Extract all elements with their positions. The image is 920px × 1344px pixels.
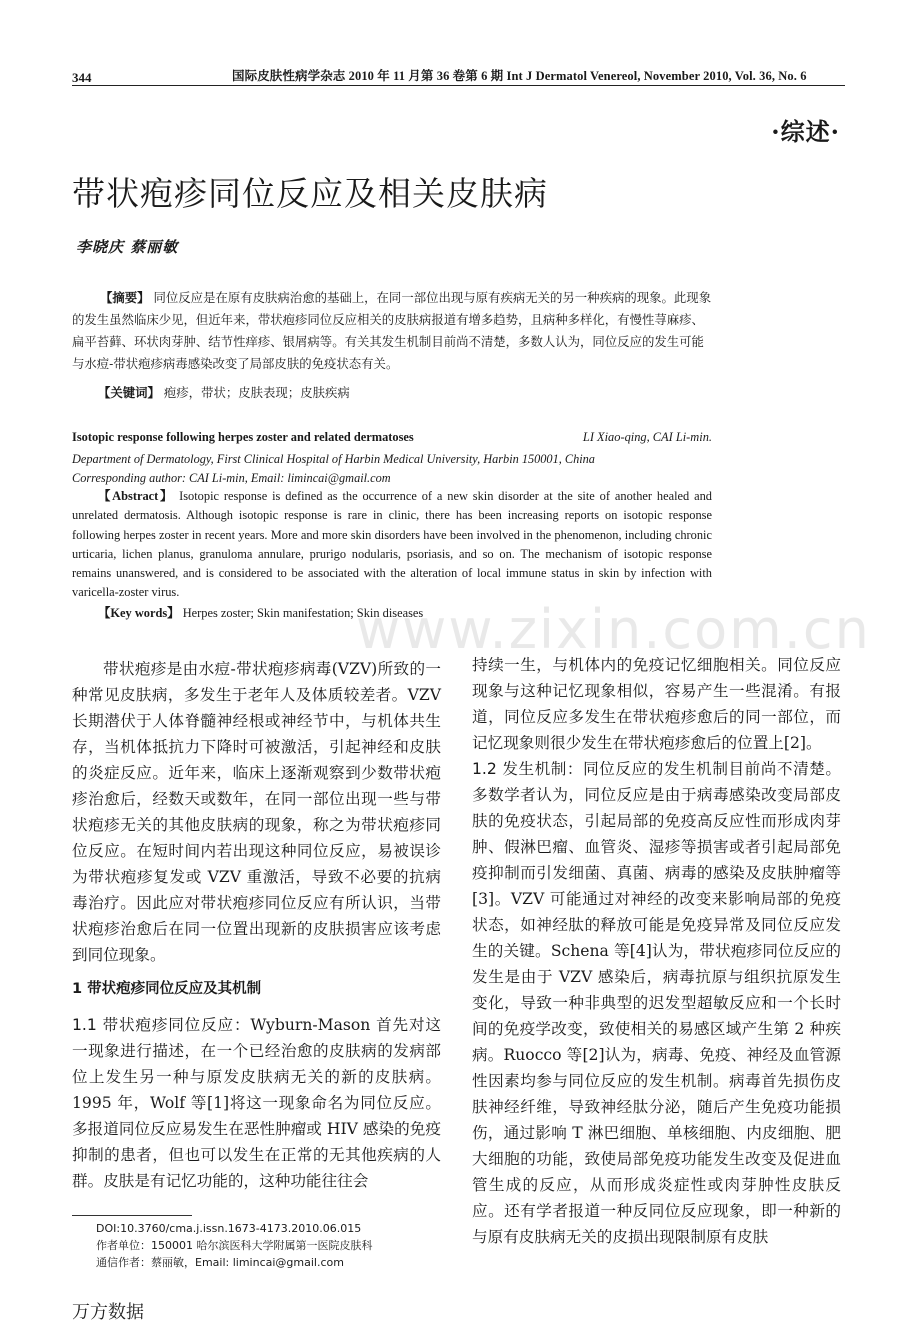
subsection-1-1: [72, 1012, 441, 1194]
keywords-cn-label: 【关键词】: [98, 385, 160, 400]
continued-paragraph: 持续一生，与机体内的免疫记忆细胞相关。同位反应现象与这种记忆现象相似，容易产生一些混淆。有报道，同位反应多发生在带状疱疹愈后的同一部位，而记忆现象则很少发生在带状疱疹愈后的位置上[2]。: [472, 656, 841, 752]
section-1-heading: 1 带状疱疹同位反应及其机制: [72, 981, 262, 997]
subsection-1-2-text: 同位反应的发生机制目前尚不清楚。多数学者认为，同位反应是由于病毒感染改变局部皮肤的免疫状态，引起局部的免疫高反应性而形成肉芽肿、假淋巴瘤、血管炎、湿疹等损害或者引起局部免疫抑制而引发细菌、真菌、病毒的感染及皮肤肿瘤等[3]。VZV 可能通过对神经的改变来影响局部的免疫状态，如神经肽的释放可能是免疫异常及同位反应发生的关键。Schena 等[4]认为，带状疱疹同位反应的发生是由于 VZV 感染后，病毒抗原与组织抗原发生变化，导致一种非典型的迟发型超敏反应和一个长时间的免疫学改变，致使相关的易感区域产生第 2 种疾病。Ruocco 等[2]认为，病毒、免疫、神经及血管源性因素均参与同位反应的发生机制。病毒首先损伤皮肤神经纤维，导致神经肽分泌，随后产生免疫功能损伤，通过影响 T 淋巴细胞、单核细胞、内皮细胞、肥大细胞的功能，致使局部免疫功能发生改变及促进血管生成的反应，从而形成炎症性或肉芽肿性皮肤反应。还有学者报道一种反同位反应现象，即一种新的与原有皮肤病无关的皮损出现限制原有皮肤: [472, 760, 841, 1246]
abstract-cn-label: 【摘要】: [100, 290, 150, 305]
header-rule: [72, 85, 845, 86]
english-abstract: [72, 487, 712, 603]
keywords-cn-text: 疱疹，带状；皮肤表现；皮肤疾病: [163, 385, 350, 400]
subsection-1-1-heading: 1.1 带状疱疹同位反应：: [72, 1016, 251, 1034]
body-column-right: [472, 652, 841, 1250]
subsection-1-1-text: Wyburn-Mason 首先对这一现象进行描述，在一个已经治愈的皮肤病的发病部位上发生另一种与原发皮肤病无关的新的皮肤病。1995 年，Wolf 等[1]将这一现象命名为同位反应。多报道同位反应易发生在恶性肿瘤或 HIV 感染的免疫抑制的患者，但也可以发生在正常的无其他疾病的人群。皮肤是有记忆功能的，这种功能往往会: [72, 1016, 441, 1190]
footnote-rule: [72, 1215, 192, 1216]
article-authors: 李晓庆 蔡丽敏: [76, 238, 179, 256]
english-keywords-label: 【Key words】: [98, 606, 180, 620]
abstract-cn: [72, 287, 712, 375]
page-number: 344: [72, 70, 92, 85]
section-label: ·综述·: [771, 117, 840, 146]
footnote-doi: DOI:10.3760/cma.j.issn.1673-4173.2010.06.015: [96, 1222, 362, 1235]
subsection-1-2-heading: 1.2 发生机制：: [472, 760, 584, 778]
footnotes: [96, 1220, 373, 1271]
english-abstract-text: Isotopic response is defined as the occurrence of a new skin disorder at the site of another healed and unrelated dermatosis. Although isotopic response is rare in clinic, there has been increasing reports on isotopic response following herpes zoster in recent years. More and more skin disorders have been involved in the phenomenon, including chronic urticaria, lichen planus, granuloma annulare, prurigo nodularis, psoriasis, and so on. The mechanism of isotopic response remains unanswered, and is considered to be associated with the alteration of local immune status in skin by infection with varicella-zoster virus.: [72, 489, 712, 600]
english-affiliation: Department of Dermatology, First Clinical Hospital of Harbin Medical University, Harbin 150001, China: [72, 452, 595, 466]
subsection-1-2: [472, 756, 841, 1250]
english-abstract-label: 【Abstract】: [98, 489, 175, 503]
footnote-correspondence: 通信作者：蔡丽敏，Email: limincai@gmail.com: [96, 1256, 344, 1269]
english-keywords: [98, 603, 712, 621]
running-head: 国际皮肤性病学杂志 2010 年 11 月第 36 卷第 6 期 Int J Dermatol Venereol, November 2010, Vol. 36, No. 6: [232, 69, 807, 83]
article-title: 带状疱疹同位反应及相关皮肤病: [72, 174, 548, 213]
english-title: Isotopic response following herpes zoster and related dermatoses: [72, 430, 414, 444]
english-corresponding: Corresponding author: CAI Li-min, Email: limincai@gmail.com: [72, 471, 391, 485]
wanfang-watermark: 万方数据: [72, 1302, 144, 1323]
keywords-cn: [98, 382, 738, 404]
site-watermark: www.zixin.com.cn: [356, 598, 871, 661]
english-title-line: [72, 430, 712, 445]
english-keywords-text: Herpes zoster; Skin manifestation; Skin diseases: [182, 606, 424, 620]
english-affiliation-block: [72, 450, 712, 488]
english-authors: LI Xiao-qing, CAI Li-min.: [582, 430, 712, 444]
abstract-cn-text: 同位反应是在原有皮肤病治愈的基础上，在同一部位出现与原有疾病无关的另一种疾病的现象。此现象的发生虽然临床少见，但近年来，带状疱疹同位反应相关的皮肤病报道有增多趋势，且病种多样化，有慢性荨麻疹、扁平苔藓、环状肉芽肿、结节性痒疹、银屑病等。有关其发生机制目前尚不清楚，多数人认为，同位反应的发生可能与水痘-带状疱疹病毒感染改变了局部皮肤的免疫状态有关。: [72, 290, 712, 371]
intro-paragraph: 带状疱疹是由水痘-带状疱疹病毒(VZV)所致的一种常见皮肤病，多发生于老年人及体质较差者。VZV 长期潜伏于人体脊髓神经根或神经节中，与机体共生存，当机体抵抗力下降时可被激活，引起神经和皮肤的炎症反应。近年来，临床上逐渐观察到少数带状疱疹治愈后，经数天或数年，在同一部位出现一些与带状疱疹无关的其他皮肤病的现象，称之为带状疱疹同位反应。在短时间内若出现这种同位反应，易被误诊为带状疱疹复发或 VZV 重激活，导致不必要的抗病毒治疗。因此应对带状疱疹同位反应有所认识，当带状疱疹治愈后在同一位置出现新的皮肤损害应该考虑到同位现象。: [72, 660, 441, 964]
body-column-left: [72, 656, 441, 1194]
footnote-affiliation: 作者单位：150001 哈尔滨医科大学附属第一医院皮肤科: [96, 1239, 373, 1252]
